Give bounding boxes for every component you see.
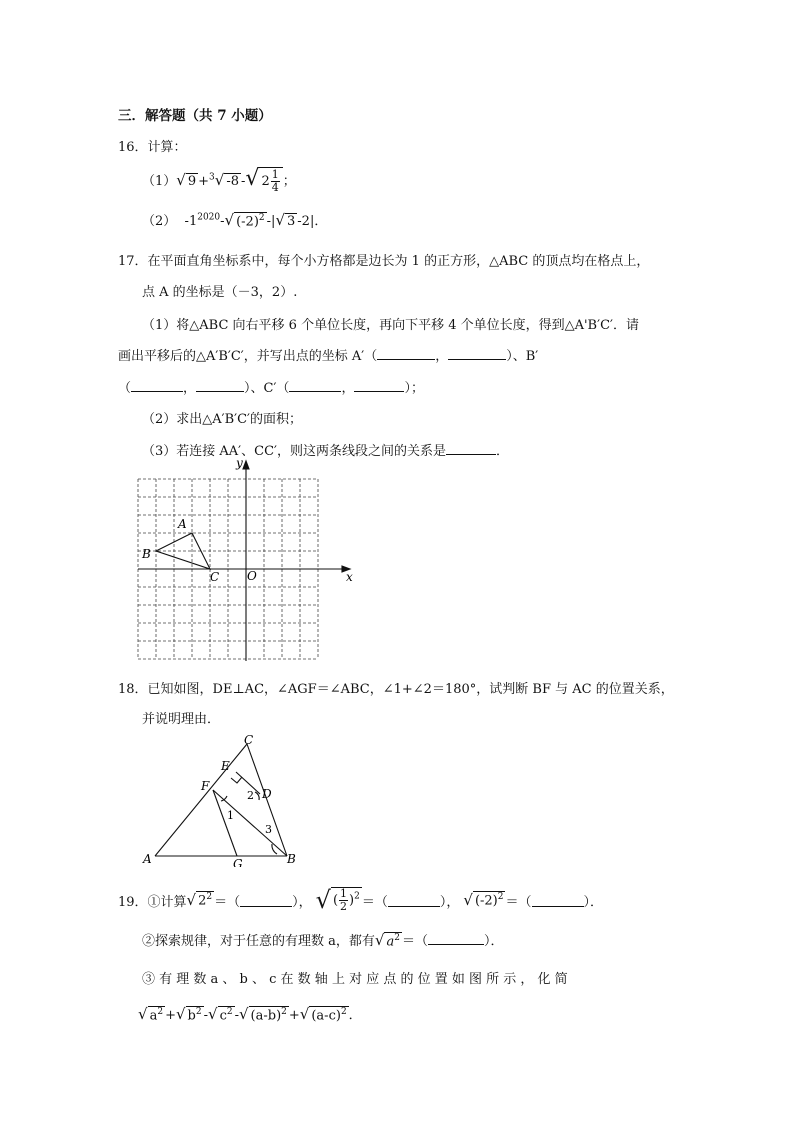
label-g: G xyxy=(233,857,243,867)
q18-line1: 18．已知如图，DE⊥AC，∠AGF＝∠ABC，∠1+∠2＝180°，试判断 BF 与 AC 的位置关系， xyxy=(118,682,674,697)
segment-fg xyxy=(213,790,237,856)
q17-line7: （3）若连接 AA′、CC′，则这两条线段之间的关系是 ． xyxy=(142,444,509,459)
label-f: F xyxy=(201,779,210,793)
label-a: A xyxy=(178,517,187,531)
label-d: D xyxy=(262,787,272,801)
answer-blank[interactable] xyxy=(240,894,292,907)
answer-blank[interactable] xyxy=(532,894,584,907)
q16-part1: （1）√ 9 +$^3$√ -8 -√ 2 $\frac{1}{4}$ ； xyxy=(142,166,296,194)
section-title: 三．解答题（共 7 小题） xyxy=(118,108,272,124)
angle-2-label: 2 xyxy=(247,789,254,802)
answer-blank[interactable] xyxy=(446,442,496,455)
q16-p2-rad: $(-2)^2$ xyxy=(236,212,265,229)
label-b: B xyxy=(287,852,296,866)
q16-p2-exp: 2020 xyxy=(197,212,221,223)
q17-line5: （ ， ）、C′（ ， ）； xyxy=(118,381,424,396)
label-c: C xyxy=(210,570,220,584)
angle-1-label: 1 xyxy=(227,809,234,822)
q16-p2-minus2: - xyxy=(266,214,272,229)
q16-p1-plus: + xyxy=(198,174,210,189)
q16-p2-abs-rest: -2|． xyxy=(297,214,328,229)
label-c: C xyxy=(244,733,254,747)
label-b: B xyxy=(142,547,151,561)
q17-line6: （2）求出△A′B′C′的面积； xyxy=(142,412,303,427)
answer-blank[interactable] xyxy=(448,347,506,360)
q16-p1-minus: - xyxy=(241,174,246,189)
label-x-axis: x xyxy=(346,570,353,584)
label-y-axis: y xyxy=(236,456,243,470)
q17-line4: 画出平移后的△A′B′C′，并写出点的坐标 A′（ ， ）、B′ xyxy=(118,349,539,364)
q16-p2-minus1: - xyxy=(220,214,225,229)
answer-blank[interactable] xyxy=(428,932,484,945)
q16-p1-rad-b: -8 xyxy=(226,174,239,189)
segment-ac xyxy=(155,744,247,856)
q16-p1-fraction: $\frac{1}{4}$ xyxy=(271,168,279,194)
q19-line3: ③ 有 理 数 a 、 b 、 c 在 数 轴 上 对 应 点 的 位 置 如 图 所 示 ， 化 简 xyxy=(142,972,568,987)
q16-p1-rad-a: 9 xyxy=(187,174,197,189)
q16-p2-label: （2） xyxy=(142,214,177,229)
q16-heading: 16．计算： xyxy=(118,140,187,155)
angle-3-label: 3 xyxy=(265,823,272,836)
q16-p1-whole: 2 xyxy=(261,174,270,189)
answer-blank[interactable] xyxy=(289,379,341,392)
q19-line2: ②探索规律，对于任意的有理数 a，都有√ $a^2$ ＝（ ）． xyxy=(142,931,504,949)
triangle-figure xyxy=(135,732,305,867)
answer-blank[interactable] xyxy=(388,894,440,907)
answer-blank[interactable] xyxy=(377,347,435,360)
q16-p1-cube-index: 3 xyxy=(209,172,215,183)
q17-line1: 17．在平面直角坐标系中，每个小方格都是边长为 1 的正方形，△ABC 的顶点均在格点上， xyxy=(118,254,650,269)
q18-line2: 并说明理由． xyxy=(142,712,221,727)
label-e: E xyxy=(221,759,230,773)
q16-p2-root3: 3 xyxy=(287,214,296,229)
q17-line3: （1）将△ABC 向右平移 6 个单位长度，再向下平移 4 个单位长度，得到△A'B′C′．请 xyxy=(142,318,639,333)
q17-line2: 点 A 的坐标是（－3，2）. xyxy=(142,285,298,300)
q16-p1-end: ； xyxy=(282,174,296,189)
q19-line4: √ $a^2$ +√ $b^2$ -√ $c^2$ -√ $(a-b)^2$ +√ $(a-c)^2$ ． xyxy=(138,1005,362,1023)
answer-blank[interactable] xyxy=(131,379,183,392)
answer-blank[interactable] xyxy=(354,379,404,392)
q16-p1-label: （1） xyxy=(142,174,177,189)
label-a: A xyxy=(143,852,152,866)
q16-part2: （2） $-1^{2020}-√$ $(-2)^2$ -|√ 3 -2|． xyxy=(142,211,328,229)
q19-line1: 19．①计算 √ $2^2$ ＝（ ）， √ ( $\frac{1}{2}$ )$^2$ ＝（ ）， √ $(-2)^2$ ＝（ ）． xyxy=(118,886,604,914)
q16-p2-abs-open: | xyxy=(271,214,276,229)
answer-blank[interactable] xyxy=(196,379,244,392)
q16-p2-neg: -1 xyxy=(184,214,198,229)
label-origin: O xyxy=(247,569,257,583)
coordinate-grid-figure xyxy=(130,455,360,667)
